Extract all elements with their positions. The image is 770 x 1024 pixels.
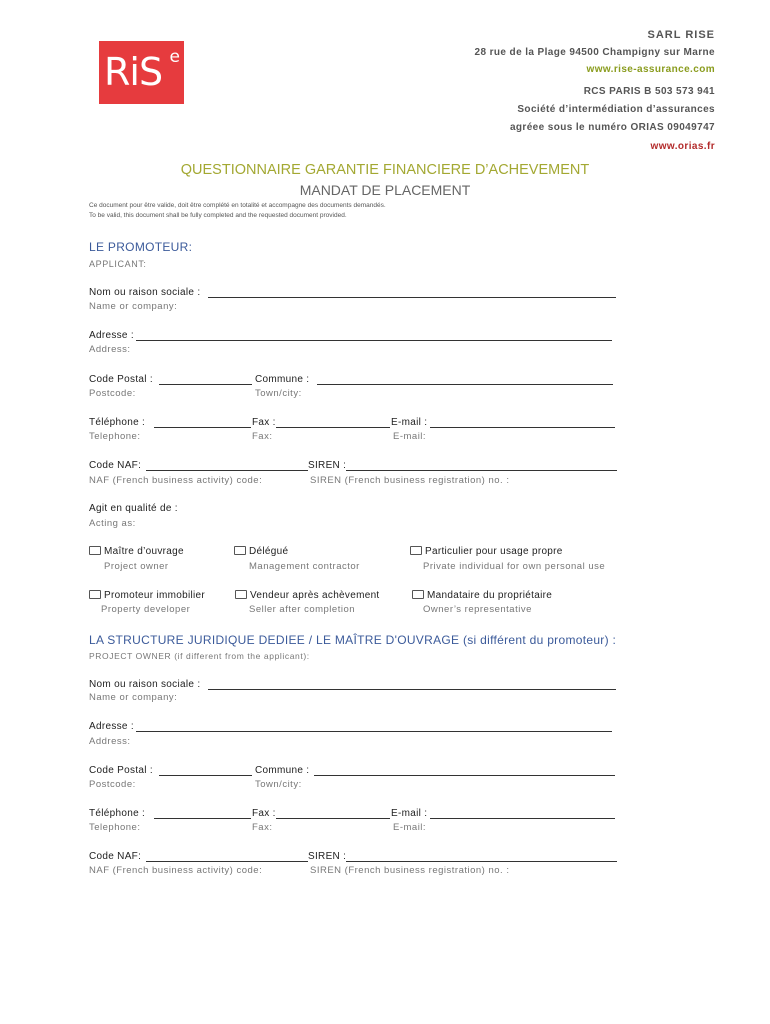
checkbox-icon[interactable] xyxy=(234,546,246,555)
s-address-label: Adresse : xyxy=(89,721,134,732)
note-english: To be valid, this document shall be fully completed and the requested document provided. xyxy=(89,212,347,219)
option-delegue-en: Management contractor xyxy=(249,561,360,572)
p-phone-label: Téléphone : xyxy=(89,417,146,428)
option-delegue[interactable]: Délégué xyxy=(234,546,288,557)
s-fax-label: Fax : xyxy=(252,808,276,819)
s-commune-label: Commune : xyxy=(255,765,310,776)
society-type: Société d’intermédiation d’assurances xyxy=(517,104,715,115)
checkbox-icon[interactable] xyxy=(235,590,247,599)
option-maitre-ouvrage[interactable]: Maître d’ouvrage xyxy=(89,546,184,557)
p-email-en: E-mail: xyxy=(393,431,427,442)
s-name-en: Name or company: xyxy=(89,692,178,703)
option-particulier-en: Private individual for own personal use xyxy=(423,561,606,572)
option-promoteur-immobilier[interactable]: Promoteur immobilier xyxy=(89,590,205,601)
option-vendeur[interactable]: Vendeur après achèvement xyxy=(235,590,380,601)
s-postcode-en: Postcode: xyxy=(89,779,136,790)
s-siren-en: SIREN (French business registration) no. : xyxy=(310,865,510,876)
form-title: QUESTIONNAIRE GARANTIE FINANCIERE D’ACHEVEMENT xyxy=(180,162,590,178)
checkbox-icon[interactable] xyxy=(412,590,424,599)
form-subtitle: MANDAT DE PLACEMENT xyxy=(299,182,471,198)
p-email-label: E-mail : xyxy=(391,417,428,428)
p-name-label: Nom ou raison sociale : xyxy=(89,287,201,298)
section-structure-subtitle: PROJECT OWNER (if different from the applicant): xyxy=(89,651,310,661)
s-naf-en: NAF (French business activity) code: xyxy=(89,865,263,876)
option-promoteur-immobilier-en: Property developer xyxy=(101,604,191,615)
logo-text: RiS xyxy=(104,50,163,94)
p-postcode-en: Postcode: xyxy=(89,388,136,399)
s-address-en: Address: xyxy=(89,736,131,747)
p-naf-en: NAF (French business activity) code: xyxy=(89,475,263,486)
option-vendeur-en: Seller after completion xyxy=(249,604,356,615)
s-commune-en: Town/city: xyxy=(255,779,302,790)
s-phone-en: Telephone: xyxy=(89,822,141,833)
option-maitre-ouvrage-en: Project owner xyxy=(104,561,169,572)
p-siren-field[interactable] xyxy=(346,470,617,471)
s-fax-en: Fax: xyxy=(252,822,273,833)
p-address-field[interactable] xyxy=(136,340,612,341)
s-siren-field[interactable] xyxy=(346,861,617,862)
s-email-field[interactable] xyxy=(430,818,615,819)
checkbox-icon[interactable] xyxy=(89,546,101,555)
p-siren-en: SIREN (French business registration) no. : xyxy=(310,475,510,486)
s-naf-field[interactable] xyxy=(146,861,308,862)
p-address-label: Adresse : xyxy=(89,330,134,341)
capacity-label: Agit en qualité de : xyxy=(89,503,178,514)
p-postcode-label: Code Postal : xyxy=(89,374,153,385)
p-phone-field[interactable] xyxy=(154,427,251,428)
p-fax-en: Fax: xyxy=(252,431,273,442)
s-email-label: E-mail : xyxy=(391,808,428,819)
checkbox-icon[interactable] xyxy=(89,590,101,599)
section-promoteur-subtitle: APPLICANT: xyxy=(89,259,147,269)
orias-number: agréee sous le numéro ORIAS 09049747 xyxy=(509,122,715,133)
section-promoteur-title: LE PROMOTEUR: xyxy=(89,240,193,254)
p-postcode-field[interactable] xyxy=(159,384,252,385)
note-french: Ce document pour être valide, doit être complété en totalité et accompagne des documents demandés. xyxy=(89,202,386,209)
s-phone-label: Téléphone : xyxy=(89,808,146,819)
s-siren-label: SIREN : xyxy=(308,851,347,862)
s-address-field[interactable] xyxy=(136,731,612,732)
s-name-label: Nom ou raison sociale : xyxy=(89,679,201,690)
company-address: 28 rue de la Plage 94500 Champigny sur Marne xyxy=(474,47,715,58)
s-postcode-label: Code Postal : xyxy=(89,765,153,776)
option-mandataire-en: Owner’s representative xyxy=(423,604,532,615)
s-fax-field[interactable] xyxy=(276,818,390,819)
p-commune-label: Commune : xyxy=(255,374,310,385)
p-commune-en: Town/city: xyxy=(255,388,302,399)
logo-superscript: e xyxy=(169,47,180,67)
option-mandataire[interactable]: Mandataire du propriétaire xyxy=(412,590,552,601)
p-address-en: Address: xyxy=(89,344,131,355)
p-siren-label: SIREN : xyxy=(308,460,347,471)
p-name-en: Name or company: xyxy=(89,301,178,312)
section-structure-title: LA STRUCTURE JURIDIQUE DEDIEE / LE MAÎTRE D'OUVRAGE (si différent du promoteur) : xyxy=(89,633,617,647)
orias-link[interactable]: www.orias.fr xyxy=(650,141,715,152)
p-fax-label: Fax : xyxy=(252,417,276,428)
s-postcode-field[interactable] xyxy=(159,775,252,776)
p-fax-field[interactable] xyxy=(276,427,390,428)
rcs-number: RCS PARIS B 503 573 941 xyxy=(583,86,715,97)
capacity-en: Acting as: xyxy=(89,518,136,529)
s-phone-field[interactable] xyxy=(154,818,251,819)
website-link[interactable]: www.rise-assurance.com xyxy=(586,64,715,75)
option-particulier[interactable]: Particulier pour usage propre xyxy=(410,546,563,557)
s-name-field[interactable] xyxy=(208,689,616,690)
company-name: SARL RISE xyxy=(647,29,715,41)
s-email-en: E-mail: xyxy=(393,822,427,833)
p-email-field[interactable] xyxy=(430,427,615,428)
checkbox-icon[interactable] xyxy=(410,546,422,555)
p-name-field[interactable] xyxy=(208,297,616,298)
p-commune-field[interactable] xyxy=(317,384,613,385)
s-commune-field[interactable] xyxy=(314,775,615,776)
p-naf-field[interactable] xyxy=(146,470,308,471)
rise-logo xyxy=(99,41,184,104)
s-naf-label: Code NAF: xyxy=(89,851,142,862)
p-naf-label: Code NAF: xyxy=(89,460,142,471)
p-phone-en: Telephone: xyxy=(89,431,141,442)
